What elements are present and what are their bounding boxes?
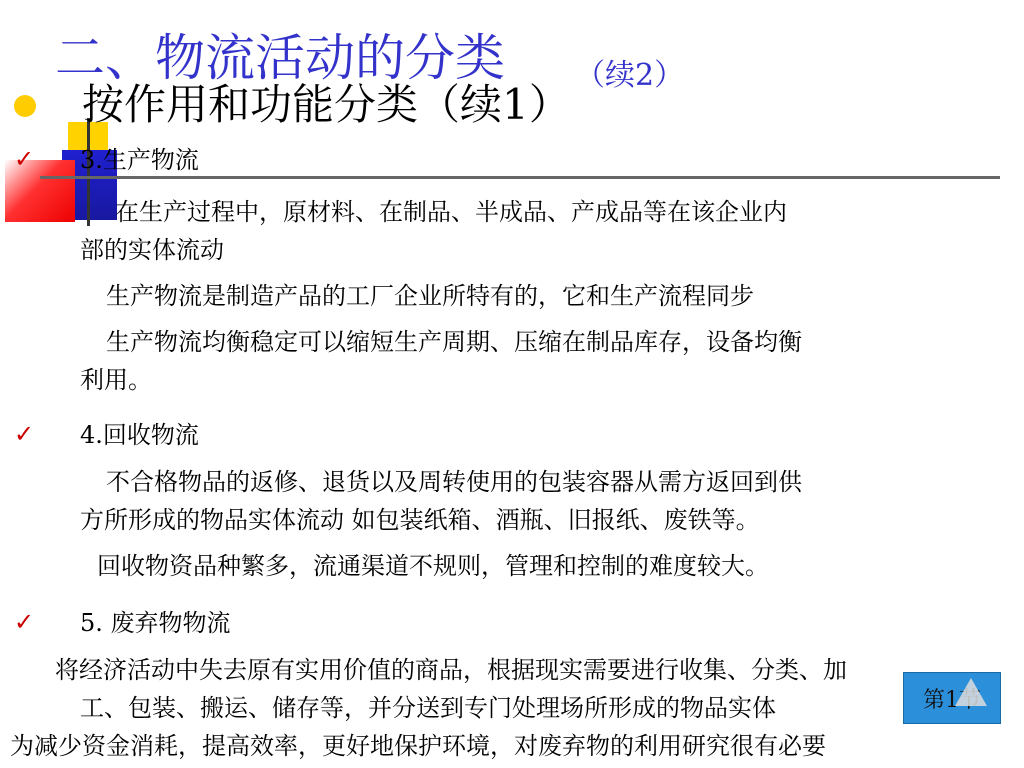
section-line: 不合格物品的返修、退货以及周转使用的包装容器从需方返回到供: [106, 468, 802, 496]
chapter-nav-label: 第1节: [923, 687, 981, 713]
section-line: 方所形成的物品实体流动 如包装纸箱、酒瓶、旧报纸、废铁等。: [80, 506, 760, 534]
section-line: 回收物资品种繁多，流通渠道不规则，管理和控制的难度较大。: [97, 552, 769, 580]
triangle-icon: [955, 678, 987, 706]
section-line: 工、包装、搬运、储存等，并分送到专门处理场所形成的物品实体: [80, 694, 776, 722]
section-heading-recycling: 4.回收物流: [80, 421, 199, 449]
slide-subhead: 按作用和功能分类（续1）: [82, 80, 571, 129]
section-line: 为减少资金消耗，提高效率，更好地保护环境，对废弃物的利用研究很有必要: [10, 732, 826, 760]
section-line: 生产物流均衡稳定可以缩短生产周期、压缩在制品库存，设备均衡: [106, 328, 802, 356]
check-icon: ✓: [14, 608, 35, 636]
section-heading-waste: 5. 废弃物物流: [80, 609, 231, 637]
section-heading-production: 3.生产物流: [80, 146, 199, 174]
check-icon: ✓: [14, 145, 35, 173]
section-line: 在生产过程中，原材料、在制品、半成品、产成品等在该企业内: [115, 198, 787, 226]
slide-title-suffix: （续2）: [575, 58, 685, 93]
section-line: 将经济活动中失去原有实用价值的商品，根据现实需要进行收集、分类、加: [55, 656, 847, 684]
slide-title: 二、物流活动的分类: [55, 29, 505, 87]
bullet-dot-icon: [14, 95, 36, 117]
check-icon: ✓: [14, 420, 35, 448]
section-line: 利用。: [80, 366, 152, 394]
section-line: 生产物流是制造产品的工厂企业所特有的，它和生产流程同步: [106, 282, 754, 310]
section-line: 部的实体流动: [80, 236, 224, 264]
